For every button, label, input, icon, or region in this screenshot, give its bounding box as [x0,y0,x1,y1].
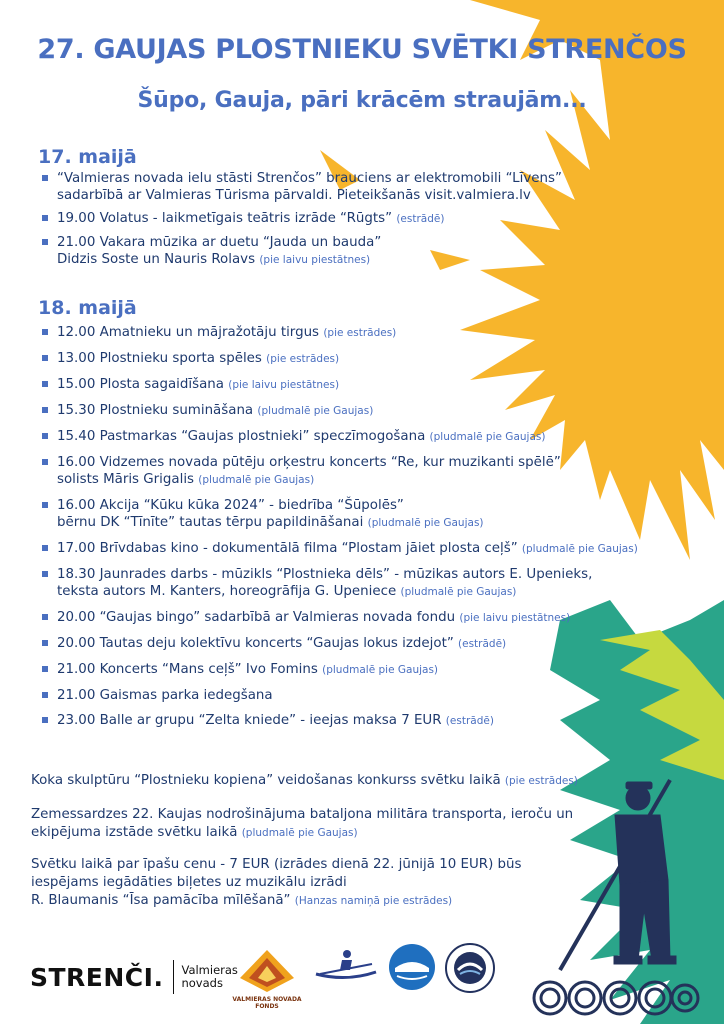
schedule-item: 12.00 Amatnieku un mājražotāju tirgus (pie estrādes) [40,324,660,342]
valmieras-novada-fonds-logo [238,948,296,994]
schedule-item: 20.00 “Gaujas bingo” sadarbībā ar Valmieras novada fondu (pie laivu piestātnes) [40,609,660,627]
poster-title: 27. GAUJAS PLOSTNIEKU SVĒTKI STRENČOS [37,34,687,65]
schedule-item: 21.00 Gaismas parka iedegšana [40,687,660,704]
schedule-item: 18.30 Jaunrades darbs - mūzikls “Plostnieka dēls” - mūzikas autors E. Upenieks, teksta autors M. Kanters, horeogrāfija G. Upeniece (pludmalē pie Gaujas) [40,566,660,601]
schedule-item: 21.00 Koncerts “Mans ceļš” Ivo Fomins (pludmalē pie Gaujas) [40,661,660,679]
vnf-logo-text: VALMIERAS NOVADA FONDS [232,996,302,1010]
note-sculptures: Koka skulptūru “Plostnieku kopiena” veidošanas konkurss svētku laikā (pie estrādes) [31,773,578,788]
day-heading-18-may: 18. maijā [38,297,137,319]
note-military-exhibition: Zemessardzes 22. Kaujas nodrošinājuma bataljona militāra transporta, ieroču un ekipējuma izstāde svētku laikā (pludmalē pie Gaujas) [31,807,574,840]
schedule-item: 21.00 Vakara mūzika ar duetu “Jauda un bauda” Didzis Soste un Nauris Rolavs (pie laivu piestātnes) [40,234,660,269]
schedule-item: “Valmieras novada ielu stāsti Strenčos” brauciens ar elektromobili “Līvens” sadarbībā ar Valmieras Tūrisma pārvaldi. Pieteikšanās visit.valmiera.lv [40,170,660,204]
schedule-item: 23.00 Balle ar grupu “Zelta kniede” - ieejas maksa 7 EUR (estrādē) [40,712,660,730]
round-blue-logo [387,942,437,992]
schedule-item: 19.00 Volatus - laikmetīgais teātris izrāde “Rūgts” (estrādē) [40,210,660,228]
strenci-logo: STRENČI. Valmieras novads [30,960,238,994]
schedule-item: 16.00 Vidzemes novada pūtēju orķestru koncerts “Re, kur muzikanti spēlē” solists Māris Grigalis (pludmalē pie Gaujas) [40,454,660,489]
schedule-item: 17.00 Brīvdabas kino - dokumentālā filma “Plostam jāiet plosta ceļš” (pludmalē pie Gaujas) [40,540,660,558]
schedule-17-may [40,170,660,269]
poster-subtitle: Šūpo, Gauja, pāri krācēm straujām... [137,88,587,113]
strencu-kulturas-centrs-logo [444,942,496,994]
rowing-logo [314,948,378,982]
day-heading-17-may: 17. maijā [38,146,137,168]
raftsman-illustration [530,760,700,1020]
log-raft [534,982,698,1014]
note-musical-tickets: Svētku laikā par īpašu cenu - 7 EUR (izrādes dienā 22. jūnijā 10 EUR) būs iespējams iegādāties biļetes uz muzikālu izrādi R. Blaumanis “Īsa pamācība mīlēšanā” (Hanzas namiņā pie estrādes) [31,857,522,908]
schedule-item: 13.00 Plostnieku sporta spēles (pie estrādes) [40,350,660,368]
schedule-item: 16.00 Akcija “Kūku kūka 2024” - biedrība “Šūpolēs” bērnu DK “Tīnīte” tautas tērpu papildināšanai (pludmalē pie Gaujas) [40,497,660,532]
schedule-item: 15.30 Plostnieku sumināšana (pludmalē pie Gaujas) [40,402,660,420]
schedule-18-may [40,324,660,730]
schedule-item: 15.00 Plosta sagaidīšana (pie laivu piestātnes) [40,376,660,394]
schedule-item: 15.40 Pastmarkas “Gaujas plostnieki” speczīmogošana (pludmalē pie Gaujas) [40,428,660,446]
schedule-item: 20.00 Tautas deju kolektīvu koncerts “Gaujas lokus izdejot” (estrādē) [40,635,660,653]
